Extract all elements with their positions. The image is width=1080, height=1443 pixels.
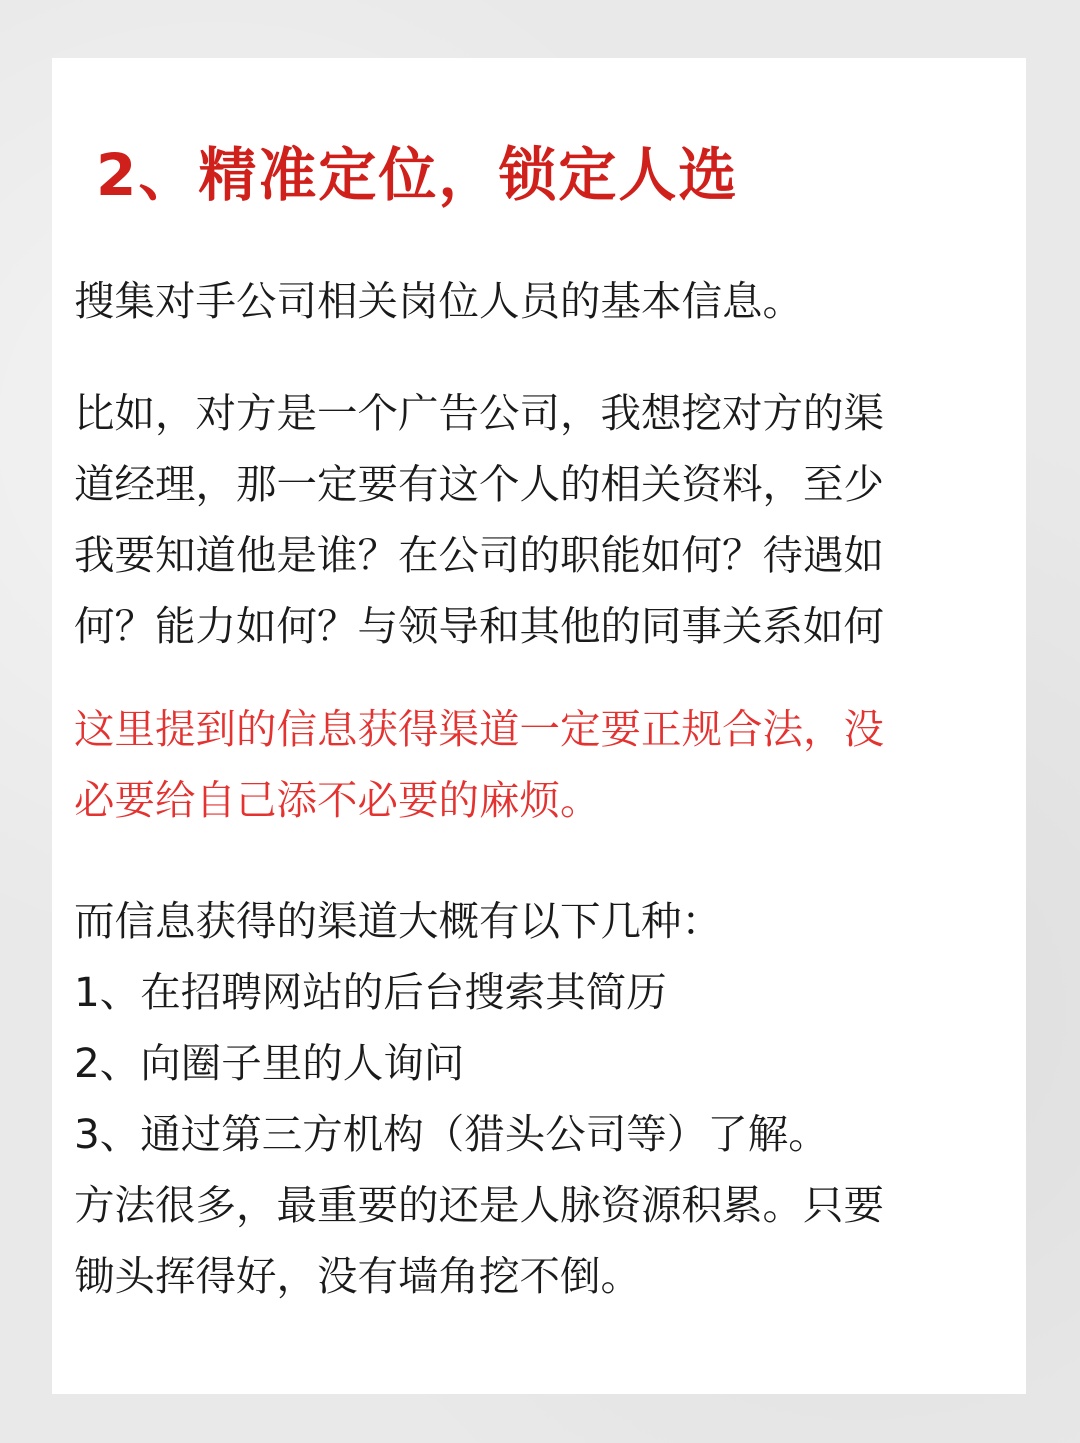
channels-line: 3、通过第三方机构（猎头公司等）了解。 bbox=[74, 1110, 829, 1158]
example-line: 道经理，那一定要有这个人的相关资料，至少 bbox=[74, 460, 884, 508]
channels-line: 1、在招聘网站的后台搜索其简历 bbox=[74, 968, 667, 1016]
section-title: 2、精准定位，锁定人选 bbox=[96, 141, 739, 209]
example-line: 我要知道他是谁？在公司的职能如何？待遇如 bbox=[74, 531, 884, 579]
example-line: 比如，对方是一个广告公司，我想挖对方的渠 bbox=[74, 389, 884, 437]
channels-line: 2、向圈子里的人询问 bbox=[74, 1039, 465, 1087]
warning-line: 必要给自己添不必要的麻烦。 bbox=[74, 776, 601, 824]
channels-line: 方法很多，最重要的还是人脉资源积累。只要 bbox=[74, 1181, 884, 1229]
warning-line: 这里提到的信息获得渠道一定要正规合法，没 bbox=[74, 705, 884, 753]
example-paragraph bbox=[74, 378, 1004, 662]
intro-paragraph bbox=[74, 266, 1004, 337]
channels-line: 锄头挥得好，没有墙角挖不倒。 bbox=[74, 1252, 641, 1300]
warning-paragraph bbox=[74, 694, 1004, 836]
intro-line: 搜集对手公司相关岗位人员的基本信息。 bbox=[74, 277, 803, 325]
example-line: 何？能力如何？与领导和其他的同事关系如何 bbox=[74, 602, 884, 650]
content-card bbox=[52, 58, 1026, 1394]
channels-line: 而信息获得的渠道大概有以下几种： bbox=[74, 897, 722, 945]
channels-paragraph bbox=[74, 886, 1004, 1312]
